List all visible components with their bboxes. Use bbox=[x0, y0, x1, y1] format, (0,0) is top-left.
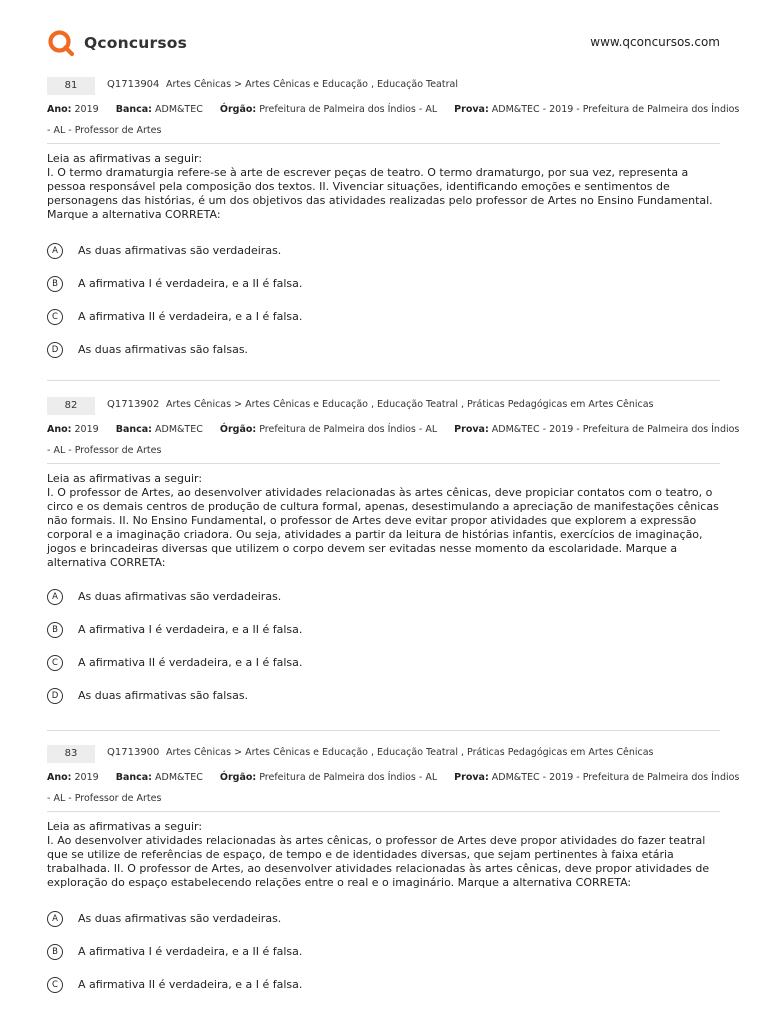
divider bbox=[47, 463, 720, 464]
option-letter-circle[interactable]: B bbox=[47, 944, 63, 960]
ano-label: Ano: bbox=[47, 772, 72, 783]
question-card bbox=[47, 397, 740, 712]
prova-label: Prova: bbox=[454, 104, 489, 115]
option-text[interactable]: As duas afirmativas são verdadeiras. bbox=[78, 590, 282, 603]
option-text[interactable]: A afirmativa I é verdadeira, e a II é falsa. bbox=[78, 277, 303, 290]
option-letter-circle[interactable]: D bbox=[47, 342, 63, 358]
orgao-label: Órgão: bbox=[219, 424, 257, 435]
option-text[interactable]: As duas afirmativas são verdadeiras. bbox=[78, 244, 282, 257]
option-letter-circle[interactable]: C bbox=[47, 655, 63, 671]
banca-value: ADM&TEC bbox=[155, 424, 203, 435]
question-header bbox=[47, 77, 720, 97]
option-a[interactable] bbox=[47, 234, 720, 267]
options-list bbox=[47, 234, 720, 366]
question-id[interactable]: Q1713904 bbox=[107, 79, 160, 90]
prova-value-cont: - AL - Professor de Artes bbox=[47, 125, 162, 136]
orgao-label: Órgão: bbox=[219, 772, 257, 783]
option-letter-circle[interactable]: A bbox=[47, 589, 63, 605]
option-text[interactable]: A afirmativa I é verdadeira, e a II é falsa. bbox=[78, 945, 303, 958]
banca-value: ADM&TEC bbox=[155, 772, 203, 783]
question-separator bbox=[47, 380, 720, 381]
question-intro: Leia as afirmativas a seguir: bbox=[47, 152, 203, 165]
question-card bbox=[47, 745, 740, 1001]
question-card bbox=[47, 77, 740, 366]
ano-value: 2019 bbox=[74, 772, 99, 783]
prova-value-cont: - AL - Professor de Artes bbox=[47, 793, 162, 804]
orgao-value: Prefeitura de Palmeira dos Índios - AL bbox=[259, 424, 438, 435]
question-text bbox=[47, 820, 720, 890]
option-c[interactable] bbox=[47, 968, 720, 1001]
question-text bbox=[47, 472, 720, 570]
question-category: Artes Cênicas > Artes Cênicas e Educação , Educação Teatral bbox=[166, 79, 458, 90]
question-meta bbox=[47, 419, 740, 461]
option-c[interactable] bbox=[47, 300, 720, 333]
question-statement: I. O professor de Artes, ao desenvolver atividades relacionadas às artes cênicas, deve propiciar contatos com o teatro, o circo e os demais centros de produção de cultura formal, apenas, desestimulando a apreciação de manifestações cênicas não formais. II. No Ensino Fundamental, o professor de Artes deve evitar propor atividades que explorem a expressão corporal e a imaginação criadora. Ou seja, atividades a partir da leitura de histórias infantis, exercícios de imaginação, jogos e brincadeiras diversas que utilizem o corpo devem ser evitadas nesse momento da escolaridade. Marque a alternativa CORRETA: bbox=[47, 486, 719, 569]
question-number: 82 bbox=[47, 397, 95, 415]
option-text[interactable]: A afirmativa II é verdadeira, e a I é falsa. bbox=[78, 978, 303, 991]
option-text[interactable]: As duas afirmativas são falsas. bbox=[78, 689, 249, 702]
question-text bbox=[47, 152, 720, 222]
option-b[interactable] bbox=[47, 267, 720, 300]
prova-label: Prova: bbox=[454, 424, 489, 435]
options-list bbox=[47, 580, 720, 712]
site-url[interactable]: www.qconcursos.com bbox=[590, 35, 720, 49]
divider bbox=[47, 143, 720, 144]
question-meta bbox=[47, 767, 740, 809]
question-category: Artes Cênicas > Artes Cênicas e Educação , Educação Teatral , Práticas Pedagógicas em Artes Cênicas bbox=[166, 747, 654, 758]
prova-label: Prova: bbox=[454, 772, 489, 783]
question-category: Artes Cênicas > Artes Cênicas e Educação , Educação Teatral , Práticas Pedagógicas em Artes Cênicas bbox=[166, 399, 654, 410]
orgao-value: Prefeitura de Palmeira dos Índios - AL bbox=[259, 772, 438, 783]
divider bbox=[47, 811, 720, 812]
ano-label: Ano: bbox=[47, 104, 72, 115]
prova-value: ADM&TEC - 2019 - Prefeitura de Palmeira dos Índios bbox=[491, 772, 740, 783]
option-b[interactable] bbox=[47, 613, 720, 646]
banca-label: Banca: bbox=[115, 772, 152, 783]
option-letter-circle[interactable]: C bbox=[47, 309, 63, 325]
option-letter-circle[interactable]: A bbox=[47, 911, 63, 927]
option-letter-circle[interactable]: A bbox=[47, 243, 63, 259]
options-list bbox=[47, 902, 720, 1001]
banca-value: ADM&TEC bbox=[155, 104, 203, 115]
ano-label: Ano: bbox=[47, 424, 72, 435]
question-id[interactable]: Q1713900 bbox=[107, 747, 160, 758]
option-c[interactable] bbox=[47, 646, 720, 679]
option-letter-circle[interactable]: B bbox=[47, 276, 63, 292]
brand-name: Qconcursos bbox=[84, 34, 188, 52]
ano-value: 2019 bbox=[74, 424, 99, 435]
question-meta bbox=[47, 99, 740, 141]
question-intro: Leia as afirmativas a seguir: bbox=[47, 820, 203, 833]
prova-value: ADM&TEC - 2019 - Prefeitura de Palmeira dos Índios bbox=[491, 424, 740, 435]
option-text[interactable]: A afirmativa II é verdadeira, e a I é falsa. bbox=[78, 656, 303, 669]
question-header bbox=[47, 745, 720, 765]
option-d[interactable] bbox=[47, 333, 720, 366]
option-text[interactable]: As duas afirmativas são verdadeiras. bbox=[78, 912, 282, 925]
page-header bbox=[0, 0, 768, 70]
option-letter-circle[interactable]: B bbox=[47, 622, 63, 638]
question-intro: Leia as afirmativas a seguir: bbox=[47, 472, 203, 485]
option-text[interactable]: As duas afirmativas são falsas. bbox=[78, 343, 249, 356]
question-statement: I. O termo dramaturgia refere-se à arte de escrever peças de teatro. O termo dramaturgo, por sua vez, representa a pessoa responsável pela composição dos textos. II. Vivenciar situações, identificando emoções e sentimentos de personagens das histórias, é um dos objetivos das atividades realizadas pelo professor de Artes no Ensino Fundamental. Marque a alternativa CORRETA: bbox=[47, 166, 713, 221]
option-letter-circle[interactable]: D bbox=[47, 688, 63, 704]
question-number: 81 bbox=[47, 77, 95, 95]
question-number: 83 bbox=[47, 745, 95, 763]
prova-value: ADM&TEC - 2019 - Prefeitura de Palmeira dos Índios bbox=[491, 104, 740, 115]
question-statement: I. Ao desenvolver atividades relacionadas às artes cênicas, o professor de Artes deve propor atividades do fazer teatral que se utilize de referências de espaço, de tempo e de identidades diversas, que sejam pertinentes à faixa etária trabalhada. II. O professor de Artes, ao desenvolver atividades relacionadas às artes cênicas, deve propor atividades de exploração do espaço estabelecendo relações entre o real e o imaginário. Marque a alternativa CORRETA: bbox=[47, 834, 710, 889]
brand-logo[interactable] bbox=[47, 29, 187, 57]
qconcursos-logo-icon bbox=[47, 29, 75, 57]
question-id[interactable]: Q1713902 bbox=[107, 399, 160, 410]
banca-label: Banca: bbox=[115, 104, 152, 115]
orgao-value: Prefeitura de Palmeira dos Índios - AL bbox=[259, 104, 438, 115]
question-header bbox=[47, 397, 720, 417]
option-a[interactable] bbox=[47, 580, 720, 613]
option-letter-circle[interactable]: C bbox=[47, 977, 63, 993]
option-text[interactable]: A afirmativa I é verdadeira, e a II é falsa. bbox=[78, 623, 303, 636]
question-separator bbox=[47, 730, 720, 731]
option-text[interactable]: A afirmativa II é verdadeira, e a I é falsa. bbox=[78, 310, 303, 323]
banca-label: Banca: bbox=[115, 424, 152, 435]
option-a[interactable] bbox=[47, 902, 720, 935]
prova-value-cont: - AL - Professor de Artes bbox=[47, 445, 162, 456]
orgao-label: Órgão: bbox=[219, 104, 257, 115]
option-d[interactable] bbox=[47, 679, 720, 712]
ano-value: 2019 bbox=[74, 104, 99, 115]
option-b[interactable] bbox=[47, 935, 720, 968]
